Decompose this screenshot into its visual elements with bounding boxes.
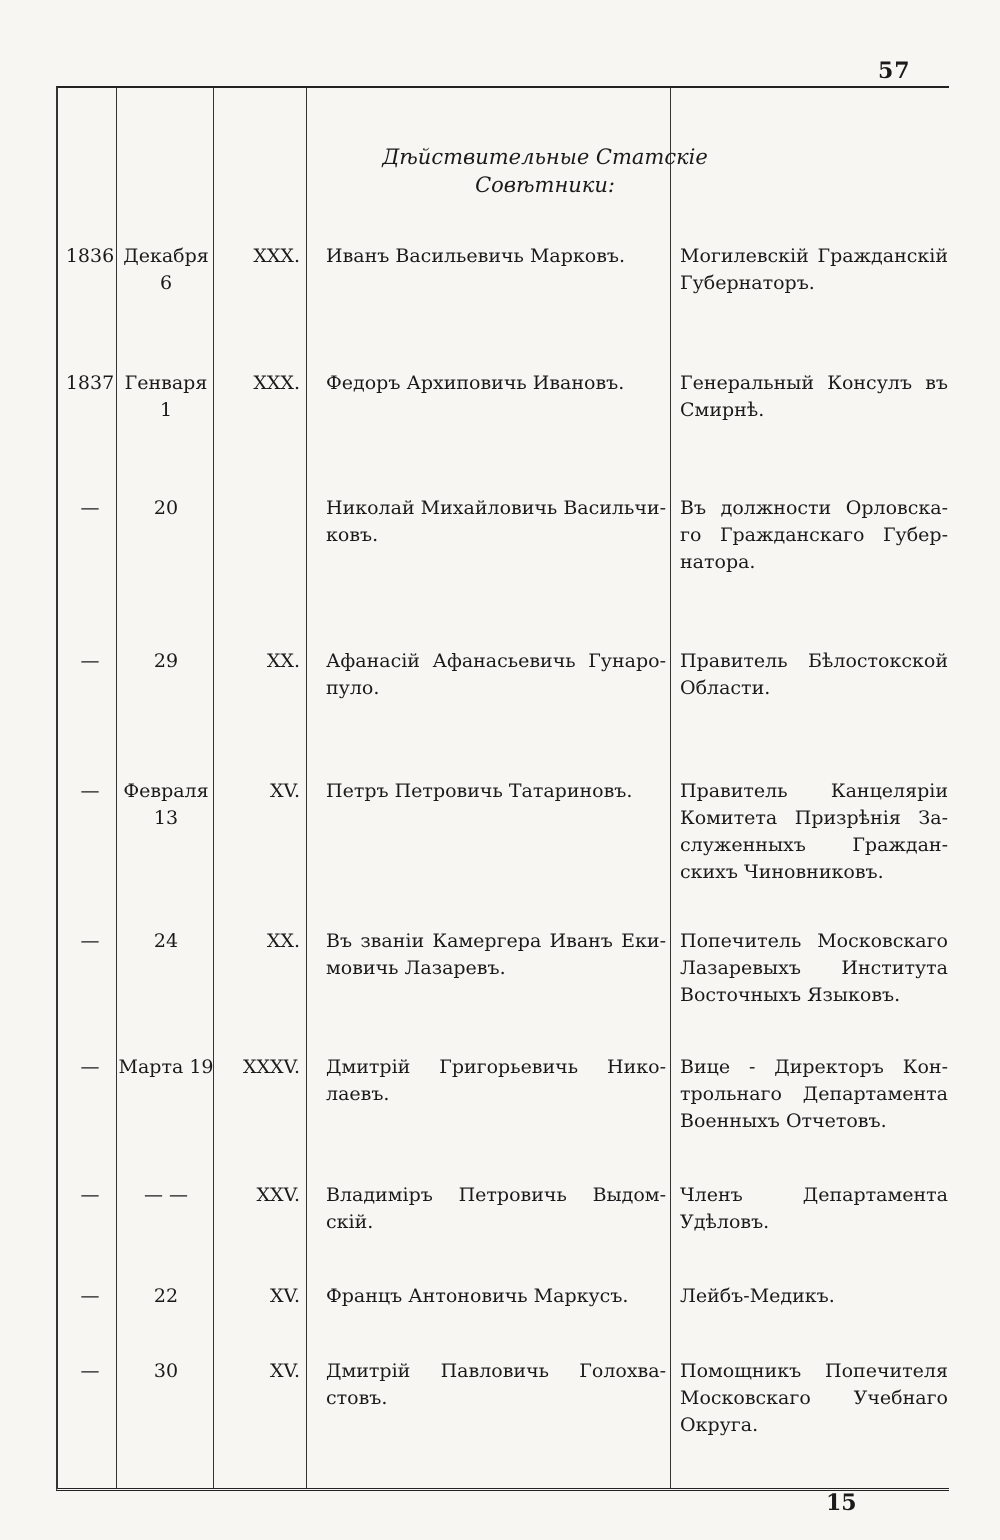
page-number: 57 xyxy=(878,58,911,84)
signature-mark: 15 xyxy=(826,1490,857,1516)
entry-name: Въ званіи Камергера Иванъ Еки- мовичь Лазаревъ. xyxy=(326,930,666,979)
entry-year: — xyxy=(80,1360,100,1382)
entry-year: — xyxy=(80,650,100,672)
entry-post: Правитель Канцеляріи Комитета Призрѣнія За- служенныхъ Граждан- скихъ Чиновниковъ. xyxy=(680,780,948,883)
entry-post: Попечитель Московскаго Лазаревыхъ Института Восточныхъ Языковъ. xyxy=(680,930,948,1006)
entry-year: — xyxy=(80,1184,100,1206)
entry-year: 1837 xyxy=(65,372,115,394)
entry-year: — xyxy=(80,1285,100,1307)
entry-post: Правитель Бѣлостокской Области. xyxy=(680,650,948,699)
entry-date: 30 xyxy=(153,1360,179,1382)
entry-date: 24 xyxy=(153,930,179,952)
entry-order-number: XV. xyxy=(270,1360,300,1382)
entry-date: — — xyxy=(143,1184,189,1206)
entry-order-number: XX. xyxy=(266,930,300,952)
entry-date: Февраля 13 xyxy=(123,780,209,829)
column-rule xyxy=(670,88,671,1488)
entry-date: Декабря 6 xyxy=(123,245,209,294)
entry-order-number: XV. xyxy=(270,780,300,802)
entry-order-number: XXXV. xyxy=(242,1056,300,1078)
ledger-table xyxy=(56,86,949,1491)
entry-year: — xyxy=(80,780,100,802)
entry-name: Францъ Антоновичь Маркусъ. xyxy=(326,1285,629,1307)
entry-name: Петръ Петровичь Татариновъ. xyxy=(326,780,633,802)
entry-post: Членъ Департамента Удѣловъ. xyxy=(680,1184,948,1233)
entry-date: 20 xyxy=(153,497,179,519)
entry-post: Могилевскій Гражданскій Губернаторъ. xyxy=(680,245,948,294)
entry-year: — xyxy=(80,930,100,952)
entry-post: Помощникъ Попечителя Московскаго Учебнаго Округа. xyxy=(680,1360,948,1436)
entry-date: 22 xyxy=(153,1285,179,1307)
entry-post: Лейбъ-Медикъ. xyxy=(680,1285,835,1307)
entry-name: Дмитрій Григорьевичь Нико- лаевъ. xyxy=(326,1056,666,1105)
entry-post: Въ должности Орловска- го Гражданскаго Губер- натора. xyxy=(680,497,948,573)
entry-name: Владиміръ Петровичь Выдом- скій. xyxy=(326,1184,666,1233)
column-rule xyxy=(306,88,307,1488)
entry-date: 29 xyxy=(153,650,179,672)
entry-name: Николай Михайловичь Васильчи- ковъ. xyxy=(326,497,666,546)
entry-year: — xyxy=(80,1056,100,1078)
entry-year: — xyxy=(80,497,100,519)
entry-date: Марта 19 xyxy=(118,1056,214,1078)
entry-name: Афанасій Афанасьевичь Гунаро- пуло. xyxy=(326,650,666,699)
entry-name: Иванъ Васильевичь Марковъ. xyxy=(326,245,626,267)
entry-order-number: XX. xyxy=(266,650,300,672)
entry-order-number: XV. xyxy=(270,1285,300,1307)
entry-post: Вице - Директоръ Кон- трольнаго Департамента Военныхъ Отчетовъ. xyxy=(680,1056,948,1132)
entry-date: Генваря 1 xyxy=(124,372,208,421)
entry-order-number: XXX. xyxy=(253,372,300,394)
rank-heading: Дѣйствительные Статскіе Совѣтники: xyxy=(382,145,708,197)
entry-name: Дмитрій Павловичь Голохва- стовъ. xyxy=(326,1360,666,1409)
entry-order-number: XXX. xyxy=(253,245,300,267)
entry-name: Федоръ Архиповичь Ивановъ. xyxy=(326,372,625,394)
entry-post: Генеральный Консулъ въ Смирнѣ. xyxy=(680,372,948,421)
entry-order-number: XXV. xyxy=(256,1184,300,1206)
entry-year: 1836 xyxy=(65,245,115,267)
